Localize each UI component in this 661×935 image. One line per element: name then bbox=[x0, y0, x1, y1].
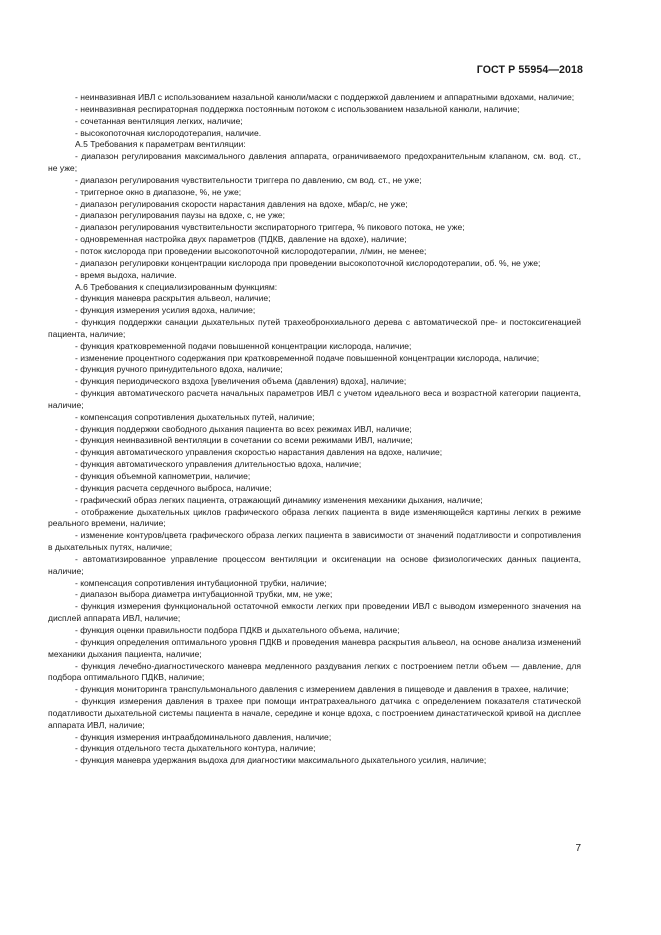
paragraph: - диапазон регулирования скорости нарастания давления на вдохе, мбар/с, не уже; bbox=[75, 198, 408, 209]
paragraph: - функция расчета сердечного выброса, наличие; bbox=[75, 482, 272, 493]
paragraph: - функция автоматического управления скоростью нарастания давления на вдохе, наличие; bbox=[75, 447, 443, 458]
paragraph: - функция поддержки свободного дыхания пациента во всех режимах ИВЛ, наличие; bbox=[75, 423, 412, 434]
paragraph: - функция неинвазивной вентиляции в сочетании со всеми режимами ИВЛ, наличие; bbox=[75, 435, 413, 446]
paragraph: - функция определения оптимального уровня ПДКВ и проведения маневра раскрытия альвеол, на основе анализа изменений механики дыхания пациента, наличие; bbox=[48, 636, 581, 659]
paragraph: - поток кислорода при проведении высокопоточной кислородотерапии, л/мин, не менее; bbox=[75, 245, 427, 256]
paragraph: - функция измерения усилия вдоха, наличие; bbox=[75, 305, 256, 316]
paragraph: - функция автоматического расчета начальных параметров ИВЛ с учетом идеального веса и возрастной категории пациента, наличие; bbox=[48, 388, 581, 410]
paragraph: - функция отдельного теста дыхательного контура, наличие; bbox=[75, 743, 316, 754]
paragraph: - функция измерения функциональной остаточной емкости легких при проведении ИВЛ с выводом измеренного значения на дисплей аппарата ИВЛ, наличие; bbox=[48, 601, 581, 624]
paragraph: - компенсация сопротивления дыхательных путей, наличие; bbox=[75, 411, 315, 422]
paragraph: - функция периодического вздоха [увеличения объема (давления) вдоха], наличие; bbox=[75, 376, 407, 387]
paragraph: - изменение контуров/цвета графического образа легких пациента в зависимости от значений податливости и сопротивления в дыхательных путях, наличие; bbox=[48, 530, 581, 553]
paragraph: - диапазон регулировки концентрации кислорода при проведении высокопоточной кислородотерапии, об. %, не уже; bbox=[75, 257, 541, 268]
paragraph: - диапазон регулирования чувствительности экспираторного триггера, % пикового потока, не уже; bbox=[75, 222, 465, 233]
paragraph: - одновременная настройка двух параметров (ПДКВ, давление на вдохе), наличие; bbox=[75, 234, 407, 245]
paragraph: - изменение процентного содержания при кратковременной подаче повышенной концентрации кислорода, наличие; bbox=[75, 352, 540, 363]
paragraph: - отображение дыхательных циклов графического образа легких пациента в виде изменяющейся картины легких в режиме реального времени, наличие; bbox=[48, 506, 581, 529]
paragraph: - функция маневра раскрытия альвеол, наличие; bbox=[75, 293, 271, 304]
paragraph: - функция поддержки санации дыхательных путей трахеобронхиального дерева с автоматической пре- и постоксигенацией пациента, наличие; bbox=[48, 317, 581, 339]
page-number: 7 bbox=[575, 843, 581, 854]
paragraph: - триггерное окно в диапазоне, %, не уже; bbox=[75, 186, 242, 197]
paragraph: - функция мониторинга транспульмонального давления с измерением давления в пищеводе и давления в трахее, наличие; bbox=[75, 684, 569, 695]
paragraph: - диапазон выбора диаметра интубационной трубки, мм, не уже; bbox=[75, 589, 333, 600]
paragraph: - высокопоточная кислородотерапия, наличие. bbox=[75, 127, 262, 138]
paragraph: - функция автоматического управления длительностью вдоха, наличие; bbox=[75, 459, 362, 470]
paragraph: - неинвазивная респираторная поддержка постоянным потоком с использованием назальной канюли, наличие; bbox=[75, 103, 520, 114]
paragraph: - функция измерения интраабдоминального давления, наличие; bbox=[75, 731, 332, 742]
paragraph: - функция ручного принудительного вдоха, наличие; bbox=[75, 364, 283, 375]
paragraph: А.6 Требования к специализированным функциям: bbox=[75, 281, 278, 292]
document-header: ГОСТ Р 55954—2018 bbox=[476, 64, 583, 76]
paragraph: - функция маневра удержания выдоха для диагностики максимального дыхательного усилия, наличие; bbox=[75, 755, 487, 766]
paragraph: - диапазон регулирования паузы на вдохе, с, не уже; bbox=[75, 210, 286, 221]
paragraph: - диапазон регулирования чувствительности триггера по давлению, см вод. ст., не уже; bbox=[75, 174, 422, 185]
paragraph: - функция кратковременной подачи повышенной концентрации кислорода, наличие; bbox=[75, 340, 412, 351]
paragraph: - графический образ легких пациента, отражающий динамику изменения механики дыхания, наличие; bbox=[75, 494, 483, 505]
paragraph: - функция объемной капнометрии, наличие; bbox=[75, 471, 251, 481]
paragraph: - функция измерения давления в трахее при помощи интратрахеального датчика с определением показателя статической податливости дыхательной системы пациента в начале, середине и конце вдоха, с построением династатической кривой на дисплее аппарата ИВЛ, наличие; bbox=[48, 696, 581, 730]
paragraph: - функция лечебно-диагностического маневра медленного раздувания легких с построением петли объем — давление, для подбора оптимального ПДКВ, наличие; bbox=[48, 660, 581, 683]
paragraph: - функция оценки правильности подбора ПДКВ и дыхательного объема, наличие; bbox=[75, 624, 400, 635]
paragraph: - время выдоха, наличие. bbox=[75, 269, 177, 280]
paragraph: - неинвазивная ИВЛ с использованием назальной канюли/маски с поддержкой давлением и аппаратными вдохами, наличие; bbox=[75, 92, 575, 102]
paragraph: А.5 Требования к параметрам вентиляции: bbox=[75, 139, 246, 150]
document-body bbox=[48, 92, 581, 767]
paragraph: - автоматизированное управление процессом вентиляции и оксигенации на основе физиологических данных пациента, наличие; bbox=[48, 553, 581, 576]
paragraph: - компенсация сопротивления интубационной трубки, наличие; bbox=[75, 577, 327, 588]
paragraph: - диапазон регулирования максимального давления аппарата, ограничиваемого предохранительным клапаном, см. вод. ст., не уже; bbox=[48, 151, 581, 174]
paragraph: - сочетанная вентиляция легких, наличие; bbox=[75, 115, 243, 126]
